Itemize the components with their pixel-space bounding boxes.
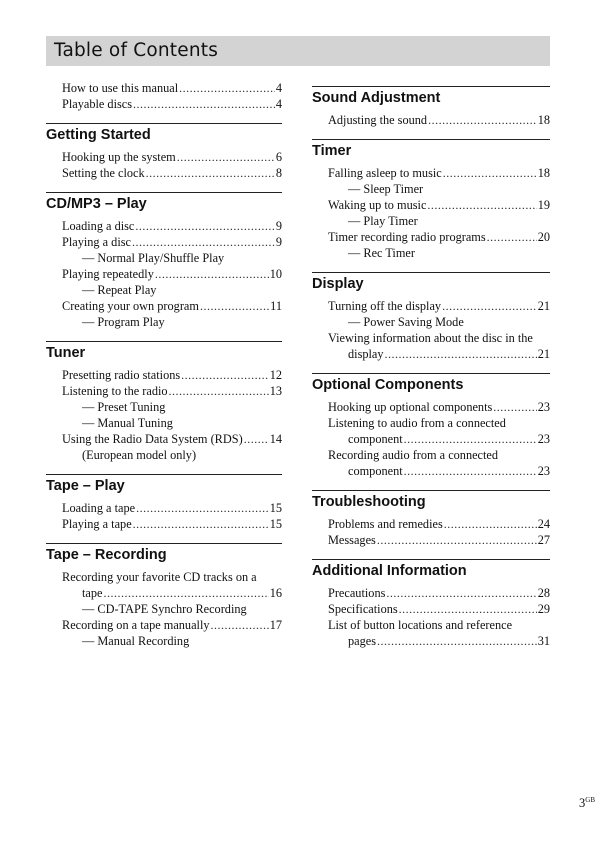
toc-subentry: — Power Saving Mode <box>348 315 464 329</box>
toc-entry[interactable]: Playing a tape ..... 15 <box>62 516 282 532</box>
toc-right-column <box>312 86 550 649</box>
toc-entry-line[interactable]: Viewing information about the disc in the <box>328 331 533 345</box>
toc-entry[interactable]: Timer recording radio programs ..... 20 <box>328 229 550 245</box>
section-heading: Getting Started <box>46 123 282 145</box>
toc-section-tuner <box>46 341 282 463</box>
toc-entry[interactable]: Creating your own program ..... 11 <box>62 298 282 314</box>
toc-entry[interactable]: Hooking up optional components ..... 23 <box>328 399 550 415</box>
toc-entry[interactable]: Turning off the display ..... 21 <box>328 298 550 314</box>
toc-entry[interactable]: How to use this manual ..... 4 <box>62 80 282 96</box>
toc-subentry: — Manual Tuning <box>82 416 173 430</box>
toc-section-additional-information <box>312 559 550 649</box>
toc-left-column <box>46 80 282 649</box>
toc-entry[interactable]: Playable discs ..... 4 <box>62 96 282 112</box>
toc-entry[interactable]: component ..... 23 <box>348 463 550 479</box>
toc-entry-line[interactable]: Recording audio from a connected <box>328 448 499 462</box>
toc-entry[interactable]: Adjusting the sound ..... 18 <box>328 112 550 128</box>
toc-entry[interactable]: Loading a tape ..... 15 <box>62 500 282 516</box>
toc-entry-line[interactable]: List of button locations and reference <box>328 618 513 632</box>
toc-entry[interactable]: component ..... 23 <box>348 431 550 447</box>
toc-entry[interactable]: pages ..... 31 <box>348 633 550 649</box>
toc-entry-line[interactable]: Listening to audio from a connected <box>328 416 506 430</box>
toc-subentry: — Normal Play/Shuffle Play <box>82 251 225 265</box>
toc-section-tape-play <box>46 474 282 532</box>
toc-entry[interactable]: Presetting radio stations ..... 12 <box>62 367 282 383</box>
toc-section-optional-components <box>312 373 550 479</box>
toc-entry[interactable]: Waking up to music ..... 19 <box>328 197 550 213</box>
toc-subentry: — Preset Tuning <box>82 400 166 414</box>
toc-entry[interactable]: display ..... 21 <box>348 346 550 362</box>
toc-note: (European model only) <box>82 448 197 462</box>
toc-section-timer <box>312 139 550 261</box>
toc-section-tape-recording <box>46 543 282 649</box>
toc-entry[interactable]: tape ..... 16 <box>82 585 282 601</box>
toc-subentry: — CD-TAPE Synchro Recording <box>82 602 247 616</box>
toc-subentry: — Manual Recording <box>82 634 190 648</box>
page-number: $3^{GB}$ <box>579 796 595 810</box>
section-heading: Display <box>312 272 550 294</box>
toc-subentry: — Program Play <box>82 315 165 329</box>
toc-entry[interactable]: Precautions ..... 28 <box>328 585 550 601</box>
toc-subentry: — Sleep Timer <box>348 182 424 196</box>
toc-subentry: — Play Timer <box>348 214 418 228</box>
toc-intro <box>46 80 282 112</box>
toc-subentry: — Rec Timer <box>348 246 415 260</box>
toc-section-getting-started <box>46 123 282 181</box>
page-number-suffix: GB <box>585 796 595 804</box>
toc-section-display <box>312 272 550 362</box>
page-title: Table of Contents <box>46 36 550 66</box>
toc-subentry: — Repeat Play <box>82 283 157 297</box>
toc-entry[interactable]: Listening to the radio ..... 13 <box>62 383 282 399</box>
toc-section-cd-mp3 <box>46 192 282 330</box>
toc-entry-line[interactable]: Recording your favorite CD tracks on a <box>62 570 257 584</box>
toc-entry[interactable]: Falling asleep to music ..... 18 <box>328 165 550 181</box>
toc-section-troubleshooting <box>312 490 550 548</box>
section-heading: CD/MP3 – Play <box>46 192 282 214</box>
toc-entry[interactable]: Loading a disc ..... 9 <box>62 218 282 234</box>
toc-entry[interactable]: Problems and remedies ..... 24 <box>328 516 550 532</box>
section-heading: Timer <box>312 139 550 161</box>
section-heading: Tape – Play <box>46 474 282 496</box>
section-heading: Optional Components <box>312 373 550 395</box>
section-heading: Sound Adjustment <box>312 86 550 108</box>
toc-section-sound <box>312 86 550 128</box>
toc-entry[interactable]: Playing repeatedly ..... 10 <box>62 266 282 282</box>
toc-entry[interactable]: Using the Radio Data System (RDS) ..... 14 <box>62 431 282 447</box>
section-heading: Troubleshooting <box>312 490 550 512</box>
toc-entry[interactable]: Hooking up the system ..... 6 <box>62 149 282 165</box>
section-heading: Additional Information <box>312 559 550 581</box>
section-heading: Tuner <box>46 341 282 363</box>
toc-entry[interactable]: Recording on a tape manually ..... 17 <box>62 617 282 633</box>
toc-entry[interactable]: Specifications ..... 29 <box>328 601 550 617</box>
toc-entry[interactable]: Playing a disc ..... 9 <box>62 234 282 250</box>
toc-entry[interactable]: Setting the clock ..... 8 <box>62 165 282 181</box>
section-heading: Tape – Recording <box>46 543 282 565</box>
toc-entry[interactable]: Messages ..... 27 <box>328 532 550 548</box>
